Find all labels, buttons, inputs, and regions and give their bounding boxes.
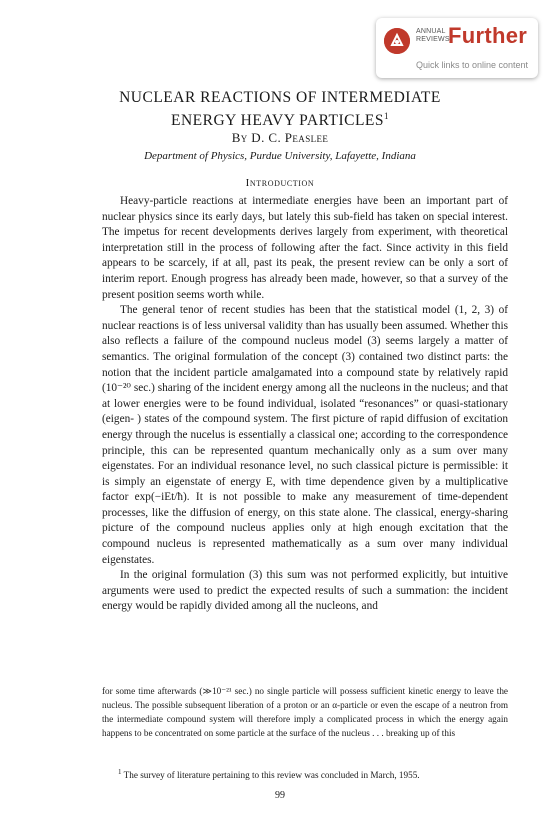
footnote-text: The survey of literature pertaining to this review was concluded in March, 1955. xyxy=(123,770,420,781)
annual-reviews-wordmark xyxy=(416,28,450,44)
brand-line1: ANNUAL xyxy=(416,28,446,35)
article-title xyxy=(0,89,560,130)
block-quote: for some time afterwards (≫10⁻²¹ sec.) no single particle will possess sufficient kinetic energy to leave the nucleus. The possible subsequent liberation of a proton or an α-particle or even the escape of a neutron from the intermediate compound system will therefore imply a complicated process in which the energy again happens to be concentrated on some particle at the surface of the nucleus . . . breaking up of this xyxy=(102,686,508,738)
footnote-mark: 1 xyxy=(118,768,122,776)
annual-reviews-logo-icon xyxy=(384,28,410,54)
further-banner[interactable] xyxy=(376,18,538,78)
title-line1: NUCLEAR REACTIONS OF INTERMEDIATE xyxy=(119,89,441,106)
author-byline: By D. C. Peaslee xyxy=(231,130,329,145)
title-footnote-mark: 1 xyxy=(384,111,390,121)
title-line2-text: ENERGY HEAVY PARTICLES xyxy=(170,112,385,130)
author-affiliation: Department of Physics, Purdue University, Lafayette, Indiana xyxy=(144,150,416,162)
footnote xyxy=(102,766,508,781)
brand-line2: REVIEWS xyxy=(416,36,450,43)
article-body xyxy=(102,194,508,615)
title-line2 xyxy=(0,107,560,130)
section-heading: Introduction xyxy=(245,177,315,189)
quick-links-label[interactable]: Quick links to online content xyxy=(416,60,529,70)
paragraph-1: Heavy-particle reactions at intermediate energies have been an important part of nuclear physics since its early days, but lately this sub-field has taken on special interest. The impetus for recent developments derives largely from experiment, with theoretical interpretation still in the process of following after the fact. Since activity in this field appears to be scarcely, if at all, past its peak, the present review can be only a sort of interim report. Enough progress has already been made, however, so that a survey of the present position seems worth while. xyxy=(102,195,508,301)
page-number: 99 xyxy=(275,790,285,801)
paragraph-2: The general tenor of recent studies has been that the statistical model (1, 2, 3) of nuclear reactions is of less universal validity than has usually been assumed. Whether this also reflects a failure of the compound nucleus model (3) seems largely a matter of semantics. The original formulation of the concept (3) contained two distinct parts: the notion that the incident particle amalgamated into a compound state by relatively rapid (10⁻²⁰ sec.) sharing of the incident energy among all the nucleons in the nucleus; and that at lower energies were to be found individual, isolated “resonances” or quasi-stationary (eigen- ) states of the compound system. The first picture of rapid diffusion of excitation energy through the nucelus is essentially a classical one; according to the correspondence principle, this can be represented quantum mechanically only as a sum over many eigenstates. For an individual resonance level, no such classical picture is permissible: it is simply an eigenstate of energy E, with time dependence given by a multiplicative factor exp(−iEt/ħ). It is not possible to make any measurement of time-dependent processes, like the diffusion of energy, on this state alone. The classical, energy-sharing picture of the compound nucleus applies only at high enough excitation that the compound nucleus is represented mathematically as a sum over many individual eigenstates. xyxy=(102,304,508,566)
further-label[interactable]: Further xyxy=(448,23,528,48)
paragraph-3: In the original formulation (3) this sum was not performed explicitly, but intuitive arguments were used to predict the expected results of such a summation: the incident energy would be rapidly divided among all the nucleons, and xyxy=(102,569,508,613)
